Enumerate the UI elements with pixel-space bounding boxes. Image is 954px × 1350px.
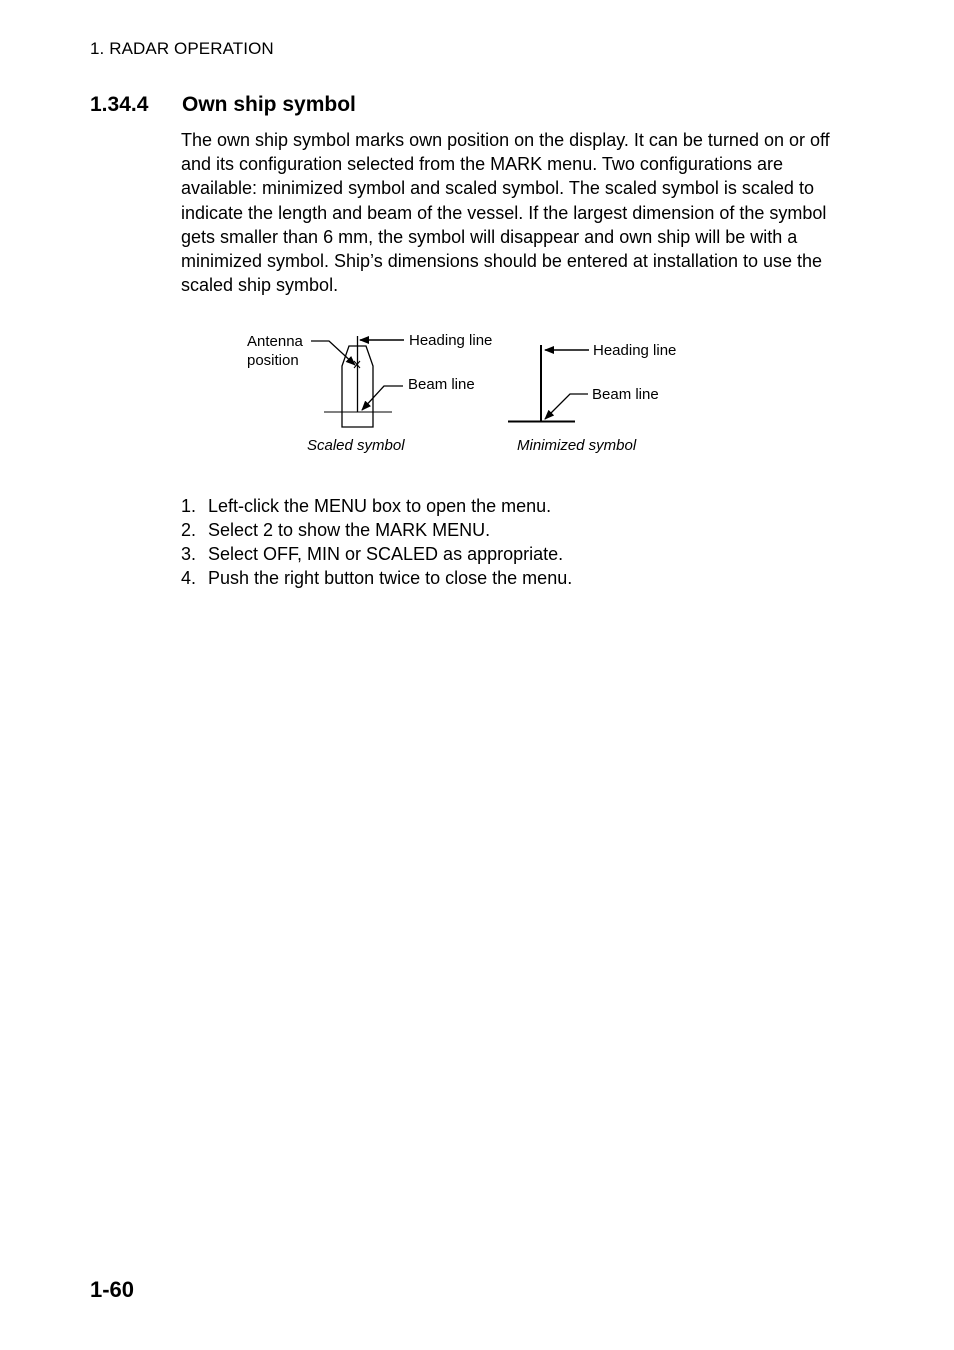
scaled-beam-leader [362, 386, 403, 410]
procedure-step [181, 566, 572, 590]
page-number: 1-60 [90, 1277, 135, 1302]
step-number: 2. [181, 520, 197, 540]
minimized-symbol-caption: Minimized symbol [517, 437, 637, 454]
procedure-steps [181, 494, 572, 590]
antenna-leader [311, 341, 355, 365]
procedure-step [181, 542, 572, 566]
procedure-step [181, 518, 572, 542]
antenna-position-x-icon [354, 361, 360, 368]
scaled-symbol-caption: Scaled symbol [307, 437, 405, 454]
minimized-beam-line-label: Beam line [592, 386, 659, 403]
step-number: 4. [181, 568, 197, 588]
scaled-hull-outline [342, 346, 373, 427]
step-number: 1. [181, 496, 197, 516]
section-body: The own ship symbol marks own position on the display. It can be turned on or off and its configuration selected from the MARK menu. Two configurations are available: minimized symbol and scaled symbol. The scaled symbol is scaled to indicate the length and beam of the vessel. If the largest dimension of the symbol gets smaller than 6 mm, the symbol will disappear and own ship will be with a minimized symbol. Ship’s dimensions should be entered at installation to use the scaled ship symbol. [181, 130, 830, 296]
section-title: Own ship symbol [182, 93, 356, 116]
section-number: 1.34.4 [90, 93, 149, 116]
procedure-step [181, 494, 572, 518]
step-text: Left-click the MENU box to open the menu. [208, 496, 552, 516]
antenna-label-line-1: Antenna [247, 333, 303, 350]
antenna-label-line-2: position [247, 352, 299, 369]
minimized-heading-line-label: Heading line [593, 342, 677, 359]
step-text: Select 2 to show the MARK MENU. [208, 520, 491, 540]
step-text: Push the right button twice to close the menu. [208, 568, 573, 588]
minimized-beam-leader [545, 394, 588, 419]
running-head: 1. RADAR OPERATION [90, 39, 274, 58]
antenna-position-label [247, 332, 303, 370]
step-number: 3. [181, 544, 197, 564]
step-text: Select OFF, MIN or SCALED as appropriate. [208, 544, 564, 564]
scaled-beam-line-label: Beam line [408, 376, 475, 393]
scaled-heading-line-label: Heading line [409, 332, 493, 349]
